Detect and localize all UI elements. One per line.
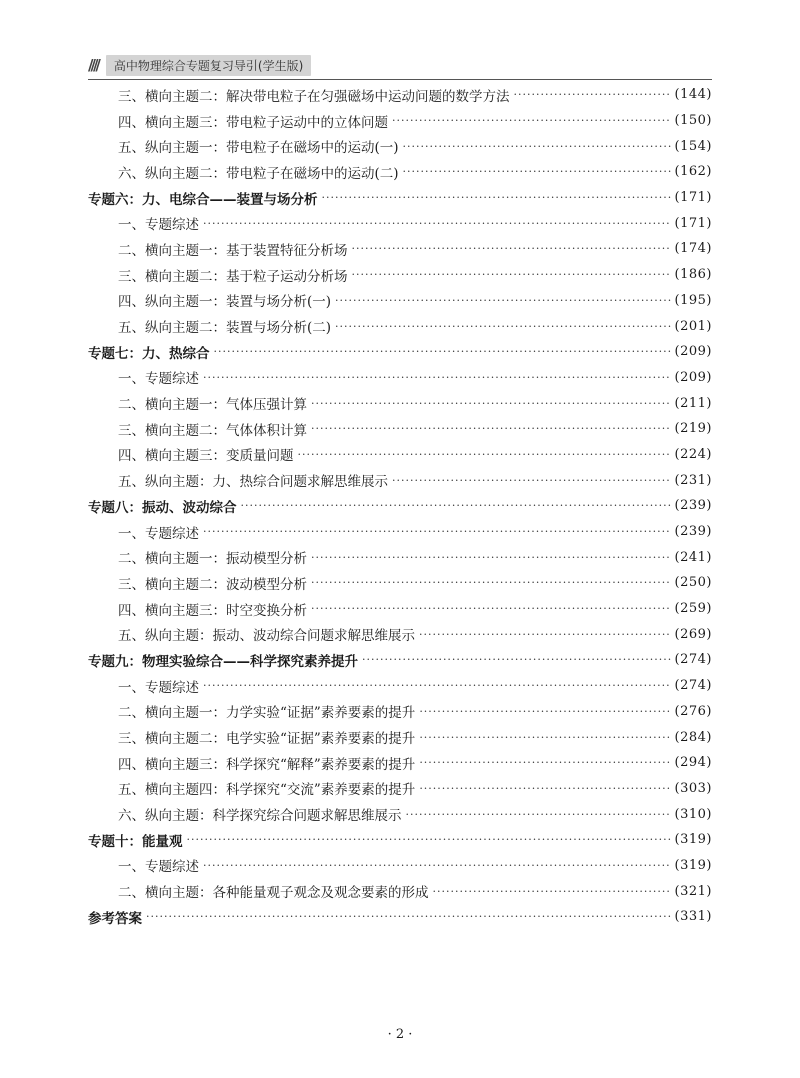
toc-chapter-entry <box>88 339 712 365</box>
toc-section-entry <box>88 801 712 827</box>
toc-chapter-entry <box>88 493 712 519</box>
dot-leader <box>514 88 671 101</box>
toc-entry-page: (259) <box>674 601 712 617</box>
toc-entry-title: 专题七：力、热综合 <box>88 345 210 362</box>
toc-section-entry <box>88 878 712 904</box>
toc-entry-page: (276) <box>674 703 712 719</box>
toc-entry-page: (211) <box>674 395 712 411</box>
toc-section-entry <box>88 133 712 159</box>
toc-section-entry <box>88 288 712 314</box>
toc-chapter-entry <box>88 827 712 853</box>
toc-entry-page: (224) <box>674 446 712 462</box>
toc-section-entry <box>88 442 712 468</box>
toc-entry-page: (231) <box>674 472 712 488</box>
toc-entry-title: 二、横向主题一：力学实验“证据”素养要素的提升 <box>118 705 416 722</box>
toc-entry-page: (201) <box>674 318 712 334</box>
toc-entry-page: (274) <box>674 652 712 668</box>
dot-leader <box>322 191 671 204</box>
toc-entry-page: (319) <box>674 857 712 873</box>
dot-leader <box>203 371 671 384</box>
dot-leader <box>419 731 670 744</box>
dot-leader <box>203 525 671 538</box>
toc-section-entry <box>88 570 712 596</box>
toc-section-entry <box>88 673 712 699</box>
toc-chapter-entry <box>88 185 712 211</box>
toc-section-entry <box>88 82 712 108</box>
toc-section-entry <box>88 750 712 776</box>
toc-entry-page: (186) <box>674 267 712 283</box>
dot-leader <box>362 653 671 666</box>
toc-entry-page: (269) <box>674 626 712 642</box>
table-of-contents <box>88 82 712 930</box>
dot-leader <box>335 294 670 307</box>
dot-leader <box>203 217 671 230</box>
toc-entry-page: (241) <box>674 549 712 565</box>
dot-leader <box>187 833 671 846</box>
toc-chapter-entry <box>88 904 712 930</box>
toc-section-entry <box>88 699 712 725</box>
toc-section-entry <box>88 519 712 545</box>
dot-leader <box>146 910 671 923</box>
dot-leader <box>335 320 670 333</box>
toc-entry-page: (171) <box>674 215 712 231</box>
toc-section-entry <box>88 724 712 750</box>
page-number: · 2 · <box>387 1027 413 1042</box>
dot-leader <box>352 242 671 255</box>
toc-entry-title: 一、专题综述 <box>118 859 199 876</box>
toc-entry-title: 六、纵向主题：科学探究综合问题求解思维展示 <box>118 808 402 825</box>
toc-entry-title: 五、横向主题四：科学探究“交流”素养要素的提升 <box>118 782 416 799</box>
toc-entry-page: (319) <box>674 832 712 848</box>
toc-entry-page: (209) <box>674 344 712 360</box>
dot-leader <box>311 576 671 589</box>
toc-entry-title: 五、纵向主题一：带电粒子在磁场中的运动(一) <box>118 140 399 157</box>
dot-leader <box>203 859 671 872</box>
toc-entry-page: (162) <box>674 164 712 180</box>
toc-entry-page: (209) <box>674 369 712 385</box>
toc-section-entry <box>88 210 712 236</box>
toc-entry-title: 三、横向主题二：基于粒子运动分析场 <box>118 268 348 285</box>
toc-entry-page: (331) <box>674 909 712 925</box>
toc-entry-page: (154) <box>674 138 712 154</box>
dot-leader <box>433 885 671 898</box>
toc-entry-title: 专题六：力、电综合——装置与场分析 <box>88 191 318 208</box>
toc-entry-title: 五、纵向主题二：装置与场分析(二) <box>118 320 332 337</box>
toc-entry-title: 二、横向主题一：振动模型分析 <box>118 551 307 568</box>
toc-entry-title: 六、纵向主题二：带电粒子在磁场中的运动(二) <box>118 165 399 182</box>
dot-leader <box>403 165 671 178</box>
toc-section-entry <box>88 313 712 339</box>
toc-section-entry <box>88 853 712 879</box>
toc-entry-title: 四、横向主题三：带电粒子运动中的立体问题 <box>118 114 388 131</box>
toc-section-entry <box>88 262 712 288</box>
toc-section-entry <box>88 108 712 134</box>
book-title: 高中物理综合专题复习导引(学生版) <box>106 55 311 76</box>
toc-entry-title: 三、横向主题二：电学实验“证据”素养要素的提升 <box>118 731 416 748</box>
toc-entry-page: (144) <box>674 87 712 103</box>
dot-leader <box>311 422 671 435</box>
toc-entry-title: 专题八：振动、波动综合 <box>88 499 237 516</box>
dot-leader <box>298 448 671 461</box>
dot-leader <box>419 782 670 795</box>
dot-leader <box>214 345 671 358</box>
dot-leader <box>419 628 671 641</box>
toc-entry-title: 专题十：能量观 <box>88 833 183 850</box>
dot-leader <box>406 808 671 821</box>
dot-leader <box>203 679 671 692</box>
toc-entry-title: 一、专题综述 <box>118 217 199 234</box>
toc-entry-title: 四、横向主题三：时空变换分析 <box>118 602 307 619</box>
dot-leader <box>352 268 671 281</box>
running-header <box>88 54 311 76</box>
toc-entry-page: (294) <box>674 755 712 771</box>
toc-entry-title: 四、横向主题三：科学探究“解释”素养要素的提升 <box>118 756 416 773</box>
header-slashes-decoration: //// <box>88 56 98 74</box>
header-rule <box>88 79 712 80</box>
toc-entry-page: (239) <box>674 498 712 514</box>
toc-entry-title: 四、横向主题三：变质量问题 <box>118 448 294 465</box>
toc-section-entry <box>88 365 712 391</box>
toc-section-entry <box>88 236 712 262</box>
toc-entry-page: (310) <box>674 806 712 822</box>
toc-entry-page: (219) <box>674 421 712 437</box>
toc-entry-title: 三、横向主题二：波动模型分析 <box>118 576 307 593</box>
toc-section-entry <box>88 416 712 442</box>
dot-leader <box>392 474 671 487</box>
toc-section-entry <box>88 467 712 493</box>
dot-leader <box>392 114 671 127</box>
toc-entry-page: (171) <box>674 190 712 206</box>
toc-entry-title: 三、横向主题二：解决带电粒子在匀强磁场中运动问题的数学方法 <box>118 88 510 105</box>
toc-entry-page: (303) <box>674 780 712 796</box>
toc-entry-title: 五、纵向主题：力、热综合问题求解思维展示 <box>118 474 388 491</box>
dot-leader <box>311 551 671 564</box>
toc-entry-page: (174) <box>674 241 712 257</box>
toc-entry-title: 专题九：物理实验综合——科学探究素养提升 <box>88 653 358 670</box>
toc-entry-title: 五、纵向主题：振动、波动综合问题求解思维展示 <box>118 628 415 645</box>
dot-leader <box>403 140 671 153</box>
toc-section-entry <box>88 596 712 622</box>
dot-leader <box>419 756 670 769</box>
toc-entry-page: (274) <box>674 678 712 694</box>
toc-entry-title: 一、专题综述 <box>118 525 199 542</box>
dot-leader <box>419 705 670 718</box>
toc-section-entry <box>88 544 712 570</box>
toc-entry-page: (321) <box>674 883 712 899</box>
toc-entry-title: 四、纵向主题一：装置与场分析(一) <box>118 294 332 311</box>
toc-entry-title: 参考答案 <box>88 910 142 927</box>
toc-chapter-entry <box>88 647 712 673</box>
toc-section-entry <box>88 776 712 802</box>
toc-entry-title: 二、横向主题一：基于装置特征分析场 <box>118 242 348 259</box>
dot-leader <box>311 397 671 410</box>
dot-leader <box>241 499 671 512</box>
toc-entry-page: (284) <box>674 729 712 745</box>
toc-section-entry <box>88 390 712 416</box>
toc-entry-title: 三、横向主题二：气体体积计算 <box>118 422 307 439</box>
toc-entry-title: 二、横向主题：各种能量观子观念及观念要素的形成 <box>118 885 429 902</box>
toc-entry-title: 二、横向主题一：气体压强计算 <box>118 397 307 414</box>
toc-entry-page: (239) <box>674 524 712 540</box>
toc-entry-page: (195) <box>674 292 712 308</box>
dot-leader <box>311 602 671 615</box>
toc-section-entry <box>88 621 712 647</box>
toc-entry-title: 一、专题综述 <box>118 679 199 696</box>
toc-entry-title: 一、专题综述 <box>118 371 199 388</box>
toc-entry-page: (250) <box>674 575 712 591</box>
toc-entry-page: (150) <box>674 113 712 129</box>
toc-section-entry <box>88 159 712 185</box>
